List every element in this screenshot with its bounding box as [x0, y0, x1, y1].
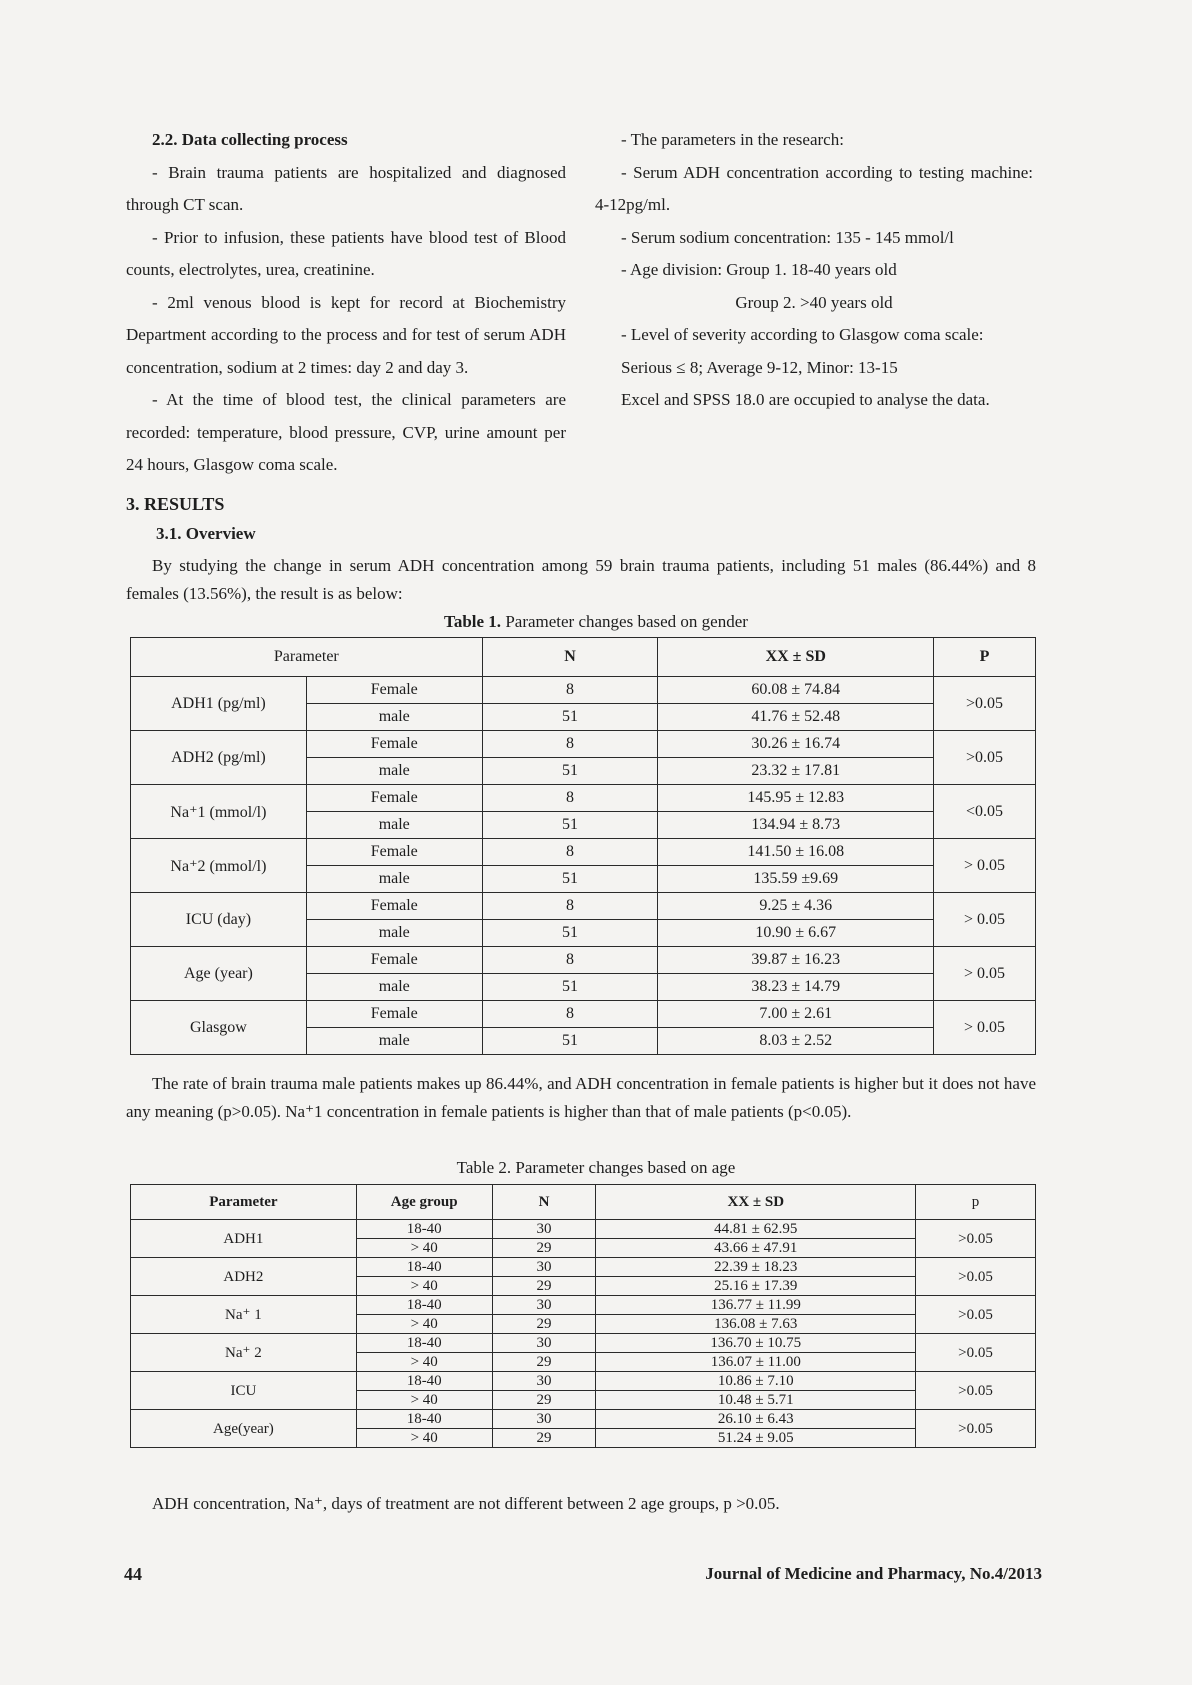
age-group-cell: 18-40 [356, 1334, 492, 1353]
p-value-cell: >0.05 [916, 1296, 1036, 1334]
p-value-cell: >0.05 [934, 731, 1036, 785]
p-value-cell: >0.05 [934, 677, 1036, 731]
age-group-cell: 18-40 [356, 1220, 492, 1239]
n-cell: 30 [492, 1296, 596, 1315]
age-group-cell: > 40 [356, 1239, 492, 1258]
p-value-cell: > 0.05 [934, 839, 1036, 893]
mean-sd-cell: 10.48 ± 5.71 [596, 1391, 916, 1410]
table-row [131, 1001, 1036, 1028]
sex-cell: Female [306, 731, 482, 758]
table-row [131, 1334, 1036, 1353]
table-age [130, 1184, 1036, 1448]
table-row [131, 893, 1036, 920]
header-parameter: Parameter [131, 1185, 357, 1220]
n-cell: 30 [492, 1372, 596, 1391]
severity-levels-text: Serious ≤ 8; Average 9-12, Minor: 13-15 [621, 357, 898, 377]
software-text: Excel and SPSS 18.0 are occupied to analyse the data. [621, 390, 990, 409]
p-value-cell: >0.05 [916, 1334, 1036, 1372]
mean-sd-cell: 22.39 ± 18.23 [596, 1258, 916, 1277]
header-parameter: Parameter [131, 638, 483, 677]
table2-caption: Table 2. Parameter changes based on age [456, 1158, 736, 1177]
sex-cell: male [306, 974, 482, 1001]
mean-sd-cell: 38.23 ± 14.79 [658, 974, 934, 1001]
parameter-cell: ADH1 (pg/ml) [131, 677, 307, 731]
p-value-cell: > 0.05 [934, 1001, 1036, 1055]
table1-commentary-block [126, 1070, 1036, 1126]
age-group-cell: > 40 [356, 1391, 492, 1410]
overview-text: By studying the change in serum ADH concentration among 59 brain trauma patients, including 51 males (86.44%) and 8 females (13.56%), the result is as below: [126, 556, 1036, 603]
header-mean-sd: XX ± SD [658, 638, 934, 677]
header-n: N [482, 638, 658, 677]
sex-cell: male [306, 704, 482, 731]
table1-caption [0, 612, 1192, 632]
mean-sd-cell: 10.86 ± 7.10 [596, 1372, 916, 1391]
sex-cell: Female [306, 785, 482, 812]
parameter-cell: ICU [131, 1372, 357, 1410]
mean-sd-cell: 60.08 ± 74.84 [658, 677, 934, 704]
n-cell: 51 [482, 758, 658, 785]
table-row [131, 731, 1036, 758]
severity-text: - Level of severity according to Glasgow coma scale: [621, 325, 984, 344]
table-row [131, 947, 1036, 974]
age-division-text: - Age division: Group 1. 18-40 years old [621, 260, 897, 279]
table2-commentary: ADH concentration, Na⁺, days of treatment are not different between 2 age groups, p >0.05. [152, 1494, 780, 1513]
table1-caption-text: Parameter changes based on gender [505, 612, 748, 631]
parameter-cell: Na⁺ 2 [131, 1334, 357, 1372]
table-age-body [131, 1220, 1036, 1448]
header-n: N [492, 1185, 596, 1220]
parameter-cell: Age (year) [131, 947, 307, 1001]
age-group-cell: 18-40 [356, 1258, 492, 1277]
p-value-cell: >0.05 [916, 1410, 1036, 1448]
mean-sd-cell: 25.16 ± 17.39 [596, 1277, 916, 1296]
n-cell: 30 [492, 1220, 596, 1239]
overview-text-block [126, 552, 1036, 608]
table1-commentary: The rate of brain trauma male patients makes up 86.44%, and ADH concentration in female patients is higher but it does not have any meaning (p>0.05). Na⁺1 concentration in female patients is higher than that of male patients (p<0.05). [126, 1074, 1036, 1121]
sex-cell: male [306, 758, 482, 785]
sex-cell: Female [306, 947, 482, 974]
n-cell: 29 [492, 1353, 596, 1372]
parameter-cell: ADH1 [131, 1220, 357, 1258]
sex-cell: male [306, 812, 482, 839]
age-group-cell: > 40 [356, 1277, 492, 1296]
table-gender [130, 637, 1036, 1055]
mean-sd-cell: 44.81 ± 62.95 [596, 1220, 916, 1239]
page-number: 44 [124, 1564, 142, 1584]
mean-sd-cell: 136.07 ± 11.00 [596, 1353, 916, 1372]
n-cell: 8 [482, 785, 658, 812]
p-value-cell: > 0.05 [934, 947, 1036, 1001]
age-group2-text: Group 2. >40 years old [735, 292, 893, 312]
left-paragraph: - Prior to infusion, these patients have blood test of Blood counts, electrolytes, urea, creatinine. [126, 227, 566, 279]
table1-caption-label: Table 1. [444, 612, 502, 631]
parameter-cell: Age(year) [131, 1410, 357, 1448]
mean-sd-cell: 145.95 ± 12.83 [658, 785, 934, 812]
n-cell: 8 [482, 677, 658, 704]
n-cell: 30 [492, 1258, 596, 1277]
header-mean-sd: XX ± SD [596, 1185, 916, 1220]
n-cell: 29 [492, 1391, 596, 1410]
n-cell: 30 [492, 1410, 596, 1429]
mean-sd-cell: 23.32 ± 17.81 [658, 758, 934, 785]
mean-sd-cell: 135.59 ±9.69 [658, 866, 934, 893]
header-p: P [934, 638, 1036, 677]
parameter-cell: Na⁺ 1 [131, 1296, 357, 1334]
left-paragraph: - At the time of blood test, the clinical parameters are recorded: temperature, blood pressure, CVP, urine amount per 24 hours, Glasgow coma scale. [126, 390, 566, 474]
sex-cell: male [306, 920, 482, 947]
mean-sd-cell: 7.00 ± 2.61 [658, 1001, 934, 1028]
left-paragraph: - Brain trauma patients are hospitalized and diagnosed through CT scan. [126, 162, 566, 214]
n-cell: 29 [492, 1277, 596, 1296]
table-row [131, 1410, 1036, 1429]
serum-sodium-text: - Serum sodium concentration: 135 - 145 mmol/l [621, 227, 954, 247]
header-age-group: Age group [356, 1185, 492, 1220]
parameters-intro: - The parameters in the research: [621, 130, 844, 149]
sex-cell: Female [306, 893, 482, 920]
right-column [595, 124, 1033, 417]
mean-sd-cell: 136.70 ± 10.75 [596, 1334, 916, 1353]
p-value-cell: > 0.05 [934, 893, 1036, 947]
parameter-cell: ADH2 [131, 1258, 357, 1296]
p-value-cell: <0.05 [934, 785, 1036, 839]
mean-sd-cell: 30.26 ± 16.74 [658, 731, 934, 758]
sex-cell: Female [306, 839, 482, 866]
n-cell: 30 [492, 1334, 596, 1353]
age-group-cell: > 40 [356, 1353, 492, 1372]
sex-cell: Female [306, 677, 482, 704]
table-row [131, 785, 1036, 812]
left-column [126, 124, 566, 482]
journal-name: Journal of Medicine and Pharmacy, No.4/2013 [705, 1564, 1042, 1583]
parameter-cell: ICU (day) [131, 893, 307, 947]
n-cell: 8 [482, 731, 658, 758]
n-cell: 29 [492, 1239, 596, 1258]
mean-sd-cell: 10.90 ± 6.67 [658, 920, 934, 947]
results-section-title: 3. RESULTS [126, 494, 225, 514]
sex-cell: male [306, 866, 482, 893]
parameter-cell: Na⁺2 (mmol/l) [131, 839, 307, 893]
age-group-cell: > 40 [356, 1315, 492, 1334]
parameter-cell: ADH2 (pg/ml) [131, 731, 307, 785]
n-cell: 51 [482, 974, 658, 1001]
n-cell: 51 [482, 704, 658, 731]
table-row [131, 1372, 1036, 1391]
n-cell: 29 [492, 1429, 596, 1448]
n-cell: 51 [482, 1028, 658, 1055]
n-cell: 8 [482, 1001, 658, 1028]
table-header-row [131, 1185, 1036, 1220]
n-cell: 29 [492, 1315, 596, 1334]
mean-sd-cell: 9.25 ± 4.36 [658, 893, 934, 920]
mean-sd-cell: 43.66 ± 47.91 [596, 1239, 916, 1258]
n-cell: 51 [482, 920, 658, 947]
table2-commentary-block [126, 1490, 1036, 1518]
n-cell: 8 [482, 947, 658, 974]
table-row [131, 677, 1036, 704]
table-gender-body [131, 677, 1036, 1055]
table-row [131, 1296, 1036, 1315]
p-value-cell: >0.05 [916, 1372, 1036, 1410]
age-group-cell: 18-40 [356, 1296, 492, 1315]
mean-sd-cell: 136.08 ± 7.63 [596, 1315, 916, 1334]
age-group-cell: > 40 [356, 1429, 492, 1448]
age-group-cell: 18-40 [356, 1410, 492, 1429]
header-p: p [916, 1185, 1036, 1220]
p-value-cell: >0.05 [916, 1258, 1036, 1296]
overview-subsection-title: 3.1. Overview [156, 524, 256, 543]
left-paragraph: - 2ml venous blood is kept for record at Biochemistry Department according to the process and for test of serum ADH concentration, sodium at 2 times: day 2 and day 3. [126, 292, 566, 377]
mean-sd-cell: 134.94 ± 8.73 [658, 812, 934, 839]
n-cell: 51 [482, 866, 658, 893]
table-row [131, 839, 1036, 866]
n-cell: 51 [482, 812, 658, 839]
mean-sd-cell: 51.24 ± 9.05 [596, 1429, 916, 1448]
age-group-cell: 18-40 [356, 1372, 492, 1391]
mean-sd-cell: 26.10 ± 6.43 [596, 1410, 916, 1429]
mean-sd-cell: 141.50 ± 16.08 [658, 839, 934, 866]
mean-sd-cell: 136.77 ± 11.99 [596, 1296, 916, 1315]
n-cell: 8 [482, 893, 658, 920]
mean-sd-cell: 39.87 ± 16.23 [658, 947, 934, 974]
table-header-row [131, 638, 1036, 677]
table-row [131, 1220, 1036, 1239]
p-value-cell: >0.05 [916, 1220, 1036, 1258]
n-cell: 8 [482, 839, 658, 866]
mean-sd-cell: 41.76 ± 52.48 [658, 704, 934, 731]
mean-sd-cell: 8.03 ± 2.52 [658, 1028, 934, 1055]
parameter-cell: Na⁺1 (mmol/l) [131, 785, 307, 839]
sex-cell: male [306, 1028, 482, 1055]
serum-adh-text: - Serum ADH concentration according to testing machine: 4-12pg/ml. [595, 162, 1033, 214]
parameter-cell: Glasgow [131, 1001, 307, 1055]
sex-cell: Female [306, 1001, 482, 1028]
table-row [131, 1258, 1036, 1277]
section-heading-data-collecting: 2.2. Data collecting process [152, 130, 348, 149]
